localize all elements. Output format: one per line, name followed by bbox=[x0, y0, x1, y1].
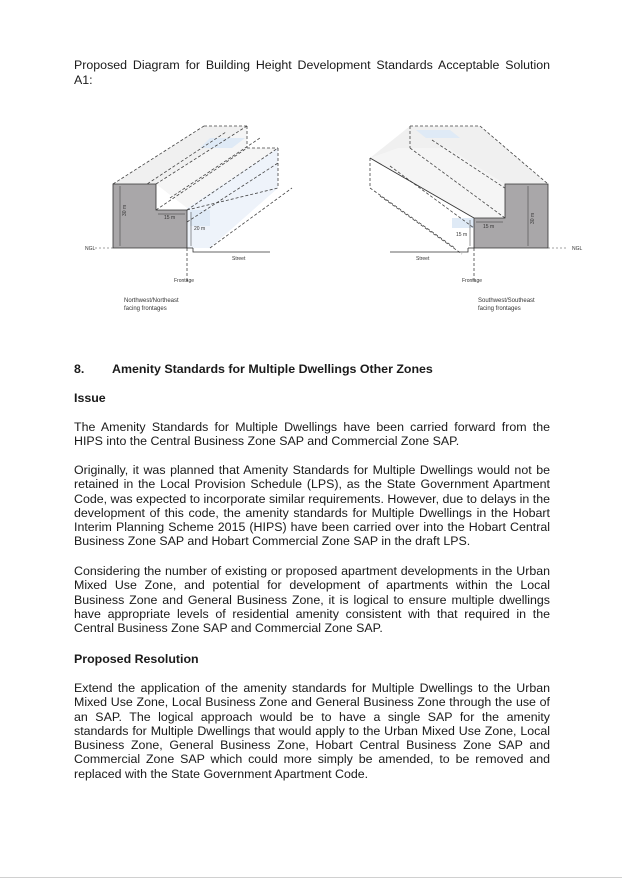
page-bottom-edge bbox=[0, 877, 622, 878]
resolution-paragraph: Extend the application of the amenity standards for Multiple Dwellings to the Urban Mixed Use Zone, Local Business Zone and General Business Zone through the use of an SAP. The logical approach would be to have a single SAP for the amenity standards for Multiple Dwellings that would apply to the Urban Mixed Use Zone, Local Business Zone, General Business Zone, Hobart Central Business Zone SAP and Commercial Zone SAP which could more simply be amended, to be removed and replaced with the State Government Apartment Code. bbox=[74, 681, 550, 781]
left-diagram bbox=[85, 126, 292, 312]
right-height-label: 30 m bbox=[530, 212, 536, 224]
right-lower-label: 15 m bbox=[456, 232, 468, 238]
resolution-heading: Proposed Resolution bbox=[74, 652, 199, 666]
right-frontage-label: Frontage bbox=[462, 278, 483, 284]
left-ngl-label: NGL bbox=[85, 246, 96, 252]
section-title: Amenity Standards for Multiple Dwellings Other Zones bbox=[112, 362, 433, 376]
right-caption-line1: Southwest/Southeast bbox=[478, 298, 535, 304]
left-caption-line1: Northwest/Northeast bbox=[124, 298, 179, 304]
diagram-figure bbox=[60, 118, 600, 323]
left-lower-label: 20 m bbox=[194, 226, 206, 232]
section-heading bbox=[74, 362, 550, 377]
issue-paragraph: The Amenity Standards for Multiple Dwellings have been carried forward from the HIPS into the Central Business Zone SAP and Commercial Zone SAP. bbox=[74, 420, 550, 449]
left-street-label: Street bbox=[232, 256, 246, 262]
right-caption-line2: facing frontages bbox=[478, 306, 521, 312]
section-number: 8. bbox=[74, 362, 85, 376]
right-ngl-label: NGL bbox=[572, 246, 583, 252]
issue-heading: Issue bbox=[74, 391, 106, 405]
left-height-label: 30 m bbox=[122, 204, 128, 216]
issue-paragraph: Considering the number of existing or proposed apartment developments in the Urban Mixed Use Zone, and potential for development of apartments within the Local Business Zone and General Business Zone, it is logical to ensure multiple dwellings have appropriate levels of residential amenity consistent with that required in the Central Business Zone SAP and Commercial Zone SAP. bbox=[74, 564, 550, 636]
left-frontage-label: Frontage bbox=[174, 278, 195, 284]
issue-paragraph: Originally, it was planned that Amenity Standards for Multiple Dwellings would not be retained in the Local Provision Schedule (LPS), as the State Government Apartment Code, was expected to incorporate similar requirements. However, due to delays in the development of this code, the amenity standards for Multiple Dwellings in the Hobart Interim Planning Scheme 2015 (HIPS) have been carried over into the Hobart Central Business Zone SAP and Hobart Commercial Zone SAP in the draft LPS. bbox=[74, 463, 550, 549]
left-caption-line2: facing frontages bbox=[124, 306, 167, 312]
diagram-intro: Proposed Diagram for Building Height Development Standards Acceptable Solution A1: bbox=[74, 58, 550, 87]
building-height-diagram bbox=[60, 118, 600, 323]
right-street-label: Street bbox=[416, 256, 430, 262]
left-step-label: 15 m bbox=[164, 215, 176, 221]
right-step-label: 15 m bbox=[483, 224, 495, 230]
right-diagram bbox=[370, 126, 583, 312]
